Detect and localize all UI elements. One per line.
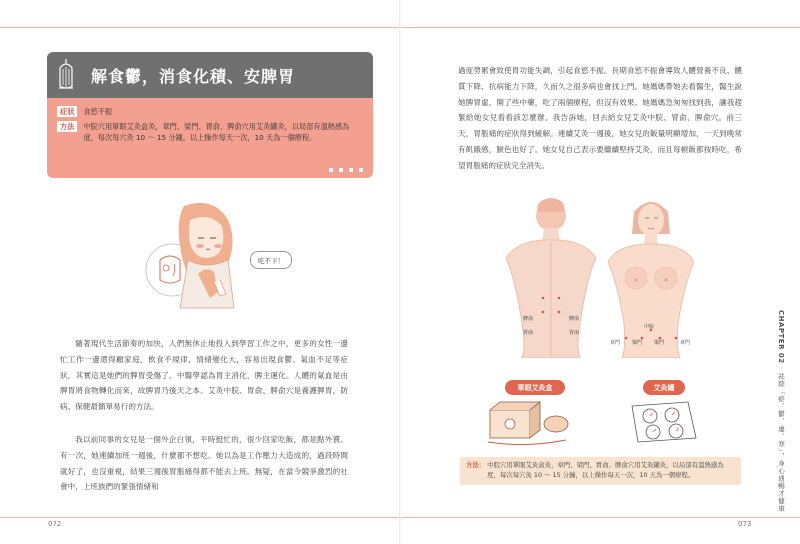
acupoint-label: 梁門 bbox=[632, 340, 643, 346]
left-paragraph-2: 我以前同事的女兒是一個外企白領，平時挺忙的，很少回家吃飯，都是點外賣。有一次，她連續加班一週後，什麼都不想吃。她以為是工作壓力大造成的，過段時間就好了，也沒重視，結果三週後胃脹痛得都不能去上班。無疑，在當今競爭激烈的社會中，上班族們的緊張情緒和 bbox=[60, 435, 348, 492]
moxa-box-label: 單眼艾灸盒 bbox=[505, 380, 565, 395]
moxa-box-illustration bbox=[486, 398, 576, 448]
decorative-dots bbox=[329, 168, 363, 172]
moxa-jar-illustration bbox=[626, 398, 702, 446]
symptom-text: 食慾不振 bbox=[83, 107, 113, 116]
book-spine bbox=[399, 0, 401, 544]
method-text: 中脘穴用單眼艾灸盒灸，章門、梁門、胃俞、脾俞穴用艾灸罐灸，以局部有溫熱感為度，每次每穴灸 10 ～ 15 分鐘，以上操作每天一次，10 天為一個療程。 bbox=[83, 122, 350, 142]
remedy-title: 解食鬱，消食化積、安脾胃 bbox=[91, 66, 296, 86]
method-tag: 方法 bbox=[57, 121, 77, 132]
acupoint-label: 脾俞 bbox=[569, 316, 580, 322]
acupoint-label: 章門 bbox=[610, 340, 621, 346]
acupoint-label: 梁門 bbox=[654, 340, 665, 346]
acupoint-label: 脾俞 bbox=[523, 316, 534, 322]
right-page-number: 073 bbox=[738, 520, 752, 528]
remedy-title-bar bbox=[47, 52, 373, 98]
chapter-side-label bbox=[770, 310, 792, 515]
acupoint-label: 中脘 bbox=[644, 324, 655, 330]
method-summary-box bbox=[460, 457, 741, 485]
back-acupoint-figure bbox=[496, 198, 606, 358]
girl-no-appetite-illustration bbox=[140, 200, 250, 310]
symptom-tag: 症狀 bbox=[57, 106, 77, 117]
speech-bubble: 吃不下！ bbox=[250, 251, 292, 269]
moxa-jar-label: 艾灸罐 bbox=[643, 380, 685, 395]
method-row bbox=[57, 121, 363, 143]
front-acupoint-figure bbox=[596, 198, 706, 358]
left-page-number: 072 bbox=[48, 520, 62, 528]
method-summary-text: 中脘穴用單眼艾灸盒灸，章門、梁門、胃俞、脾俞穴用艾灸罐灸，以局部有溫熱感為度，每次每穴灸 10 ～ 15 分鐘，以上操作每天一次，10 天為一個療程。 bbox=[487, 461, 724, 479]
acupoint-label: 胃俞 bbox=[569, 330, 580, 336]
symptom-row bbox=[57, 106, 363, 117]
acupoint-label: 章門 bbox=[680, 340, 691, 346]
right-paragraph: 過度勞累會致使胃功能失調，引起食慾不振。長期食慾不振會導致人體營養不良、體質下降、抗病能力下降，久而久之很多病也會找上門。她媽媽帶她去看醫生，醫生說她脾胃虛，開了些中藥，吃了兩個療程，但沒有效果。她媽媽急匆匆找到我，讓我趕緊給她女兒看看該怎麼辦。我告訴她，回去給女兒艾灸中脘、胃俞、脾俞穴。前三天，胃脹痛的症狀得到緩解。連續艾灸一週後，她女兒的飯量明顯增加，一天到晚常有飢餓感，臉色也好了。她女兒自己表示要繼續堅持艾灸，而且每頓飯都按時吃，希望胃脹痛的症狀完全消失。 bbox=[458, 66, 742, 170]
chapter-number: CHAPTER 02 bbox=[777, 310, 785, 364]
method-summary-tag: 方法： bbox=[466, 461, 486, 469]
chapter-subtitle: 祛除「瘀、鬱、虛、寒」，身心通暢才健康 bbox=[777, 372, 785, 512]
remedy-header-box bbox=[47, 52, 373, 178]
remedy-details bbox=[47, 98, 373, 178]
moxa-cup-icon bbox=[47, 52, 85, 98]
left-paragraph-1: 隨著現代生活節奏的加快，人們無休止地投入到學習工作之中，更多的女性一邊忙工作一邊還得顧家庭，飲食不規律，情緒變化大，容易出現食鬱、氣血不足等症狀，其實這是她們的脾胃受傷了。中醫學認為胃主消化，脾主運化。人體的氣血是由脾胃將食物轉化而來，故脾胃乃後天之本。艾灸中脘、胃俞、脾俞穴是養護脾胃，防病、保健最簡單易行的方法。 bbox=[60, 339, 348, 412]
acupoint-label: 胃俞 bbox=[523, 330, 534, 336]
